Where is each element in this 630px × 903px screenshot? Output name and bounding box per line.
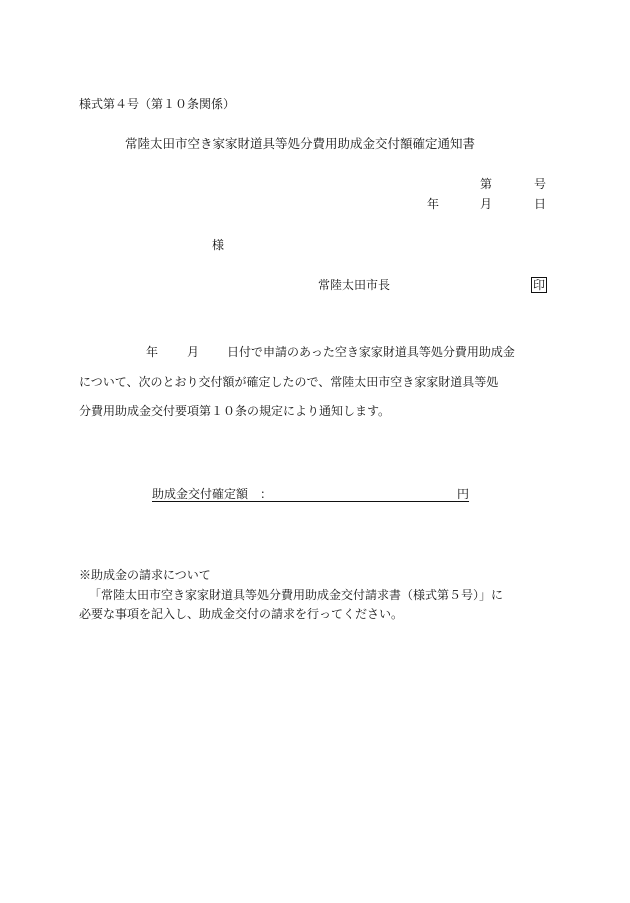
amount-unit: 円 [457,487,470,501]
number-go: 号 [534,177,547,191]
amount-blank [272,486,457,502]
date-year: 年 [427,197,440,211]
issuer-name: 常陸太田市長 [318,278,391,292]
recipient-suffix: 様 [212,238,225,252]
form-label: 様式第４号（第１０条関係） [79,97,236,111]
date-day: 日 [534,197,547,211]
document-title: 常陸太田市空き家家財道具等処分費用助成金交付額確定通知書 [125,136,476,151]
note-heading: ※助成金の請求について [79,568,211,582]
note-line1: 「常陸太田市空き家家財道具等処分費用助成金交付請求書（様式第５号）」に [89,588,504,602]
seal-mark: 印 [533,278,546,292]
date-month: 月 [480,197,493,211]
amount-row [152,486,469,502]
note-line2: 必要な事項を記入し、助成金交付の請求を行ってください。 [79,607,404,621]
amount-label: 助成金交付確定額 ： [152,487,273,501]
body-line2: について、次のとおり交付額が確定したので、常陸太田市空き家家財道具等処 [79,375,499,389]
body-line1: 日付で申請のあった空き家家財道具等処分費用助成金 [227,345,515,359]
body-month: 月 [187,345,200,359]
body-line3: 分費用助成金交付要項第１０条の規定により通知します。 [79,404,391,418]
body-year: 年 [146,345,159,359]
number-dai: 第 [480,177,493,191]
